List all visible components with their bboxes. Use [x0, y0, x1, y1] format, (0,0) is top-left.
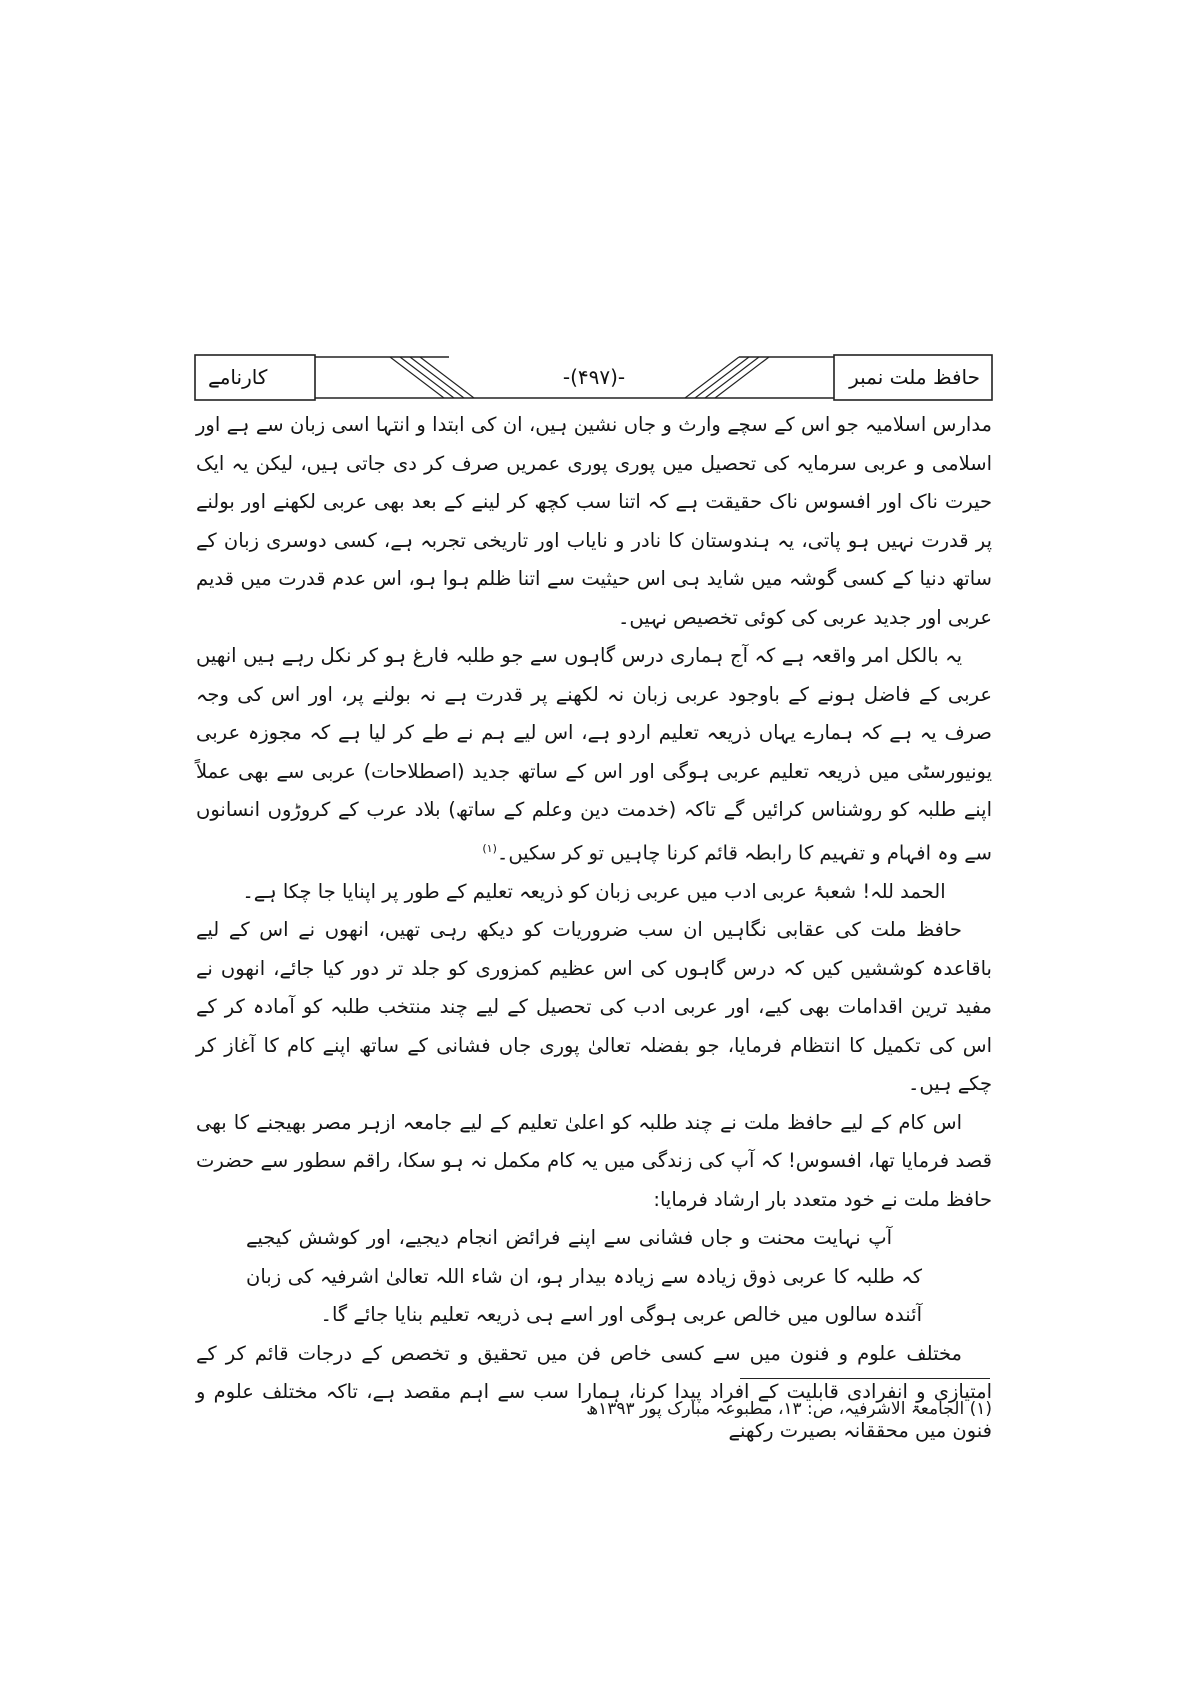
header-right-title: حافظ ملت نمبر [849, 365, 980, 389]
paragraph-4: حافظ ملت کی عقابی نگاہیں ان سب ضروریات کو دیکھ رہی تھیں، انھوں نے اس کے لیے باقاعدہ کوششیں کیں کہ درس گاہوں کی اس عظیم کمزوری کو جلد تر دور کیا جائے، انھوں نے مفید ترین اقدامات بھی کیے، اور عربی ادب کی تحصیل کے لیے چند منتخب طلبہ کو آمادہ کر کے اس کی تکمیل کا انتظام فرمایا، جو بفضلہ تعالیٰ پوری جاں فشانی کے ساتھ اپنے کام کا آغاز کر چکے ہیں۔ [196, 918, 992, 1095]
paragraph-3: الحمد للہ! شعبۂ عربی ادب میں عربی زبان کو ذریعہ تعلیم کے طور پر اپنایا جا چکا ہے۔ [242, 879, 946, 903]
page-number: -(۴۹۷)- [562, 365, 626, 389]
block-quote: آپ نہایت محنت و جاں فشانی سے اپنے فرائض انجام دیجیے، اور کوشش کیجیے کہ طلبہ کا عربی ذوق زیادہ سے زیادہ بیدار ہو، ان شاء اللہ تعالیٰ اشرفیہ کی زبان آئندہ سالوں میں خالص عربی ہوگی اور اسے ہی ذریعہ تعلیم بنایا جائے گا۔ [246, 1226, 922, 1326]
paragraph-1: مدارس اسلامیہ جو اس کے سچے وارث و جاں نشین ہیں، ان کی ابتدا و انتہا اسی زبان سے ہے اور اسلامی و عربی سرمایہ کی تحصیل میں پوری پوری عمریں صرف کر دی جاتی ہیں، لیکن یہ ایک حیرت ناک اور افسوس ناک حقیقت ہے کہ اتنا سب کچھ کر لینے کے بعد بھی عربی لکھنے اور بولنے پر قدرت نہیں ہو پاتی، یہ ہندوستان کا نادر و نایاب اور تاریخی تجربہ ہے، کسی دوسری زبان کے ساتھ دنیا کے کسی گوشہ میں شاید ہی اس حیثیت سے اتنا ظلم ہوا ہو، اس عدم قدرت میں قدیم عربی اور جدید عربی کی کوئی تخصیص نہیں۔ [196, 413, 992, 629]
header-left-title: کارنامے [208, 365, 268, 389]
body-text [196, 406, 992, 1450]
page-header [194, 353, 994, 403]
footnote-divider [740, 1378, 990, 1379]
paragraph-2 [196, 637, 992, 873]
paragraph-7: مختلف علوم و فنون میں سے کسی خاص فن میں تحقیق و تخصص کے درجات قائم کر کے امتیازی و انفرادی قابلیت کے افراد پیدا کرنا، ہمارا سب سے اہم مقصد ہے، تاکہ مختلف علوم و فنون میں محققانہ بصیرت رکھنے [196, 1341, 992, 1442]
paragraph-2-text: یہ بالکل امر واقعہ ہے کہ آج ہماری درس گاہوں سے جو طلبہ فارغ ہو کر نکل رہے ہیں انھیں عربی کے فاضل ہونے کے باوجود عربی زبان نہ لکھنے پر قدرت ہے نہ بولنے پر، اور اس کی وجہ صرف یہ ہے کہ ہمارے یہاں ذریعہ تعلیم اردو ہے، اس لیے ہم نے طے کر لیا ہے کہ مجوزہ عربی یونیورسٹی میں ذریعہ تعلیم عربی ہوگی اور اس کے ساتھ جدید (اصطلاحات) عربی سے بھی عملاً اپنے طلبہ کو روشناس کرائیں گے تاکہ (خدمت دین وعلم کے ساتھ) بلاد عرب کے کروڑوں انسانوں سے وہ افہام و تفہیم کا رابطہ قائم کرنا چاہیں تو کر سکیں۔ [196, 644, 992, 864]
paragraph-5: اس کام کے لیے حافظ ملت نے چند طلبہ کو اعلیٰ تعلیم کے لیے جامعہ ازہر مصر بھیجنے کا بھی قصد فرمایا تھا، افسوس! کہ آپ کی زندگی میں یہ کام مکمل نہ ہو سکا، راقم سطور سے حضرت حافظ ملت نے خود متعدد بار ارشاد فرمایا: [196, 1110, 992, 1211]
footnote: (۱) الجامعۃ الاشرفیہ، ص: ۱۳، مطبوعہ مبارک پور ۱۳۹۳ھ [586, 1399, 992, 1419]
footnote-ref: (۱) [482, 841, 497, 855]
